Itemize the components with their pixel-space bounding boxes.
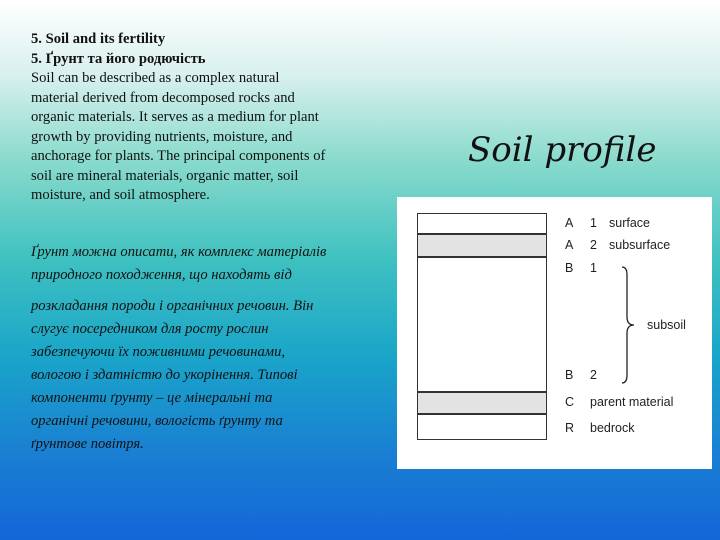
horizon-number: 1 bbox=[590, 261, 597, 275]
layer-r bbox=[417, 414, 547, 440]
ukrainian-line: Ґрунт можна описати, як комплекс матеріалів bbox=[31, 244, 327, 260]
layer-name: bedrock bbox=[590, 421, 635, 435]
english-line: material derived from decomposed rocks and bbox=[31, 89, 295, 106]
ukrainian-line: органічні речовини, вологість ґрунту та bbox=[31, 413, 283, 429]
horizon-label: A bbox=[565, 238, 574, 252]
layer-a2 bbox=[417, 234, 547, 257]
english-text-block bbox=[31, 30, 403, 206]
layer-b bbox=[417, 257, 547, 392]
ukrainian-line: слугує посередником для росту рослин bbox=[31, 321, 269, 337]
english-line: moisture, and soil atmosphere. bbox=[31, 187, 210, 203]
section-title-ua: 5. Ґрунт та його родючість bbox=[31, 50, 206, 67]
horizon-label: A bbox=[565, 216, 574, 230]
english-line: Soil can be described as a complex natural bbox=[31, 70, 280, 86]
ukrainian-line: природного походження, що находять від bbox=[31, 267, 292, 283]
layer-c bbox=[417, 392, 547, 414]
ukrainian-line: ґрунтове повітря. bbox=[31, 436, 144, 452]
ukrainian-text-block bbox=[31, 241, 403, 456]
english-line: organic materials. It serves as a medium for plant bbox=[31, 109, 319, 125]
horizon-label: C bbox=[565, 395, 575, 409]
horizon-number: 1 bbox=[590, 216, 597, 230]
ukrainian-line: розкладання породи і органічних речовин. Він bbox=[31, 298, 314, 314]
horizon-label: B bbox=[565, 261, 574, 275]
english-line: anchorage for plants. The principal components of bbox=[31, 148, 326, 164]
horizon-number: 2 bbox=[590, 368, 597, 382]
subsoil-brace bbox=[620, 265, 640, 385]
horizon-label: B bbox=[565, 368, 574, 382]
layer-name: parent material bbox=[590, 395, 674, 409]
layer-a1 bbox=[417, 213, 547, 234]
english-line: soil are mineral materials, organic matter, soil bbox=[31, 167, 299, 184]
horizon-label: R bbox=[565, 421, 575, 435]
subsoil-label: subsoil bbox=[647, 318, 686, 332]
section-title: 5. Soil and its fertility bbox=[31, 31, 166, 47]
soil-profile-diagram bbox=[397, 197, 712, 469]
layer-name: surface bbox=[609, 216, 650, 230]
layer-name: subsurface bbox=[609, 238, 671, 252]
horizon-number: 2 bbox=[590, 238, 597, 252]
ukrainian-line: компоненти ґрунту – це мінеральні та bbox=[31, 390, 273, 406]
ukrainian-line: забезпечуючи їх поживними речовинами, bbox=[31, 344, 286, 360]
english-line: growth by providing nutrients, moisture, and bbox=[31, 128, 293, 145]
ukrainian-line: вологою і здатністю до укорінення. Типові bbox=[31, 367, 298, 383]
soil-profile-heading: Soil profile bbox=[468, 130, 657, 170]
